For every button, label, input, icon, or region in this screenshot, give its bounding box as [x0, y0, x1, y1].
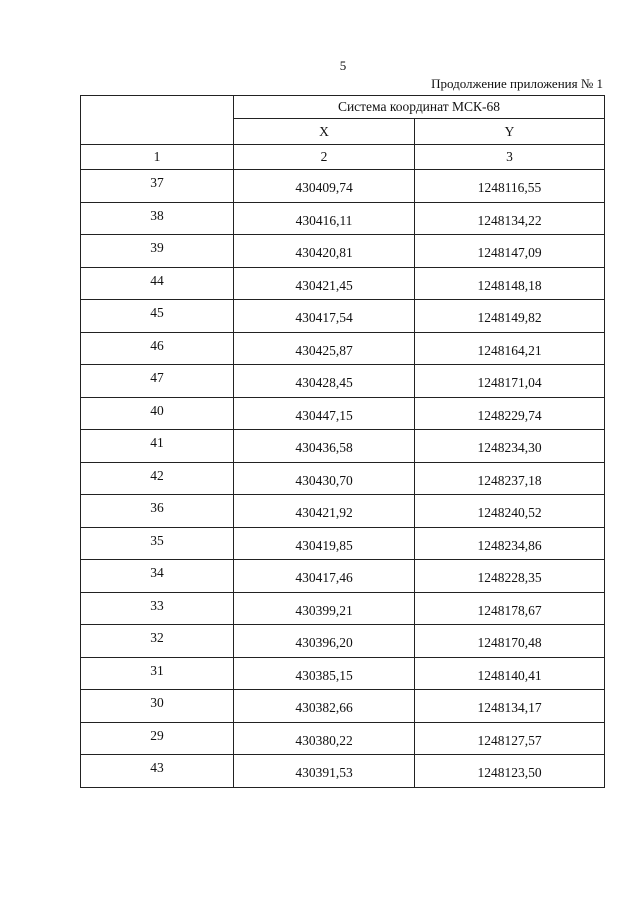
- x-coordinate-cell: 430416,11: [234, 202, 415, 235]
- y-coordinate-cell: 1248134,22: [415, 202, 605, 235]
- x-coordinate-cell: 430396,20: [234, 625, 415, 658]
- y-coordinate-cell: 1248240,52: [415, 495, 605, 528]
- x-coordinate-cell: 430420,81: [234, 235, 415, 268]
- table-row: [81, 722, 605, 755]
- x-column-header: X: [234, 119, 415, 145]
- y-coordinate-cell: 1248116,55: [415, 170, 605, 203]
- table-body: [81, 170, 605, 788]
- y-coordinate-cell: 1248228,35: [415, 560, 605, 593]
- x-coordinate-cell: 430385,15: [234, 657, 415, 690]
- table-row: [81, 332, 605, 365]
- point-number-cell: 41: [81, 430, 234, 463]
- table-row: [81, 300, 605, 333]
- table-row: [81, 235, 605, 268]
- point-number-cell: 31: [81, 657, 234, 690]
- point-number-cell: 33: [81, 592, 234, 625]
- table-row: [81, 365, 605, 398]
- empty-header-cell: [81, 96, 234, 145]
- y-coordinate-cell: 1248149,82: [415, 300, 605, 333]
- point-number-cell: 43: [81, 755, 234, 788]
- y-coordinate-cell: 1248234,30: [415, 430, 605, 463]
- column-index-3: 3: [415, 145, 605, 170]
- y-coordinate-cell: 1248237,18: [415, 462, 605, 495]
- y-coordinate-cell: 1248127,57: [415, 722, 605, 755]
- point-number-cell: 46: [81, 332, 234, 365]
- table-row: [81, 495, 605, 528]
- x-coordinate-cell: 430380,22: [234, 722, 415, 755]
- x-coordinate-cell: 430391,53: [234, 755, 415, 788]
- table-row: [81, 267, 605, 300]
- point-number-cell: 38: [81, 202, 234, 235]
- y-coordinate-cell: 1248147,09: [415, 235, 605, 268]
- point-number-cell: 39: [81, 235, 234, 268]
- point-number-cell: 44: [81, 267, 234, 300]
- point-number-cell: 35: [81, 527, 234, 560]
- table-row: [81, 755, 605, 788]
- x-coordinate-cell: 430399,21: [234, 592, 415, 625]
- table-row: [81, 560, 605, 593]
- y-coordinate-cell: 1248164,21: [415, 332, 605, 365]
- table-row: [81, 657, 605, 690]
- table-row: [81, 625, 605, 658]
- coordinate-system-header: Система координат МСК-68: [234, 96, 605, 119]
- page-number: 5: [339, 58, 347, 73]
- table-row: [81, 170, 605, 203]
- x-coordinate-cell: 430421,45: [234, 267, 415, 300]
- x-coordinate-cell: 430421,92: [234, 495, 415, 528]
- point-number-cell: 47: [81, 365, 234, 398]
- x-coordinate-cell: 430419,85: [234, 527, 415, 560]
- point-number-cell: 36: [81, 495, 234, 528]
- point-number-cell: 29: [81, 722, 234, 755]
- point-number-cell: 34: [81, 560, 234, 593]
- x-coordinate-cell: 430417,46: [234, 560, 415, 593]
- table-row: [81, 527, 605, 560]
- x-coordinate-cell: 430409,74: [234, 170, 415, 203]
- x-coordinate-cell: 430428,45: [234, 365, 415, 398]
- y-coordinate-cell: 1248229,74: [415, 397, 605, 430]
- y-coordinate-cell: 1248148,18: [415, 267, 605, 300]
- x-coordinate-cell: 430430,70: [234, 462, 415, 495]
- point-number-cell: 32: [81, 625, 234, 658]
- y-coordinate-cell: 1248178,67: [415, 592, 605, 625]
- x-coordinate-cell: 430425,87: [234, 332, 415, 365]
- point-number-cell: 42: [81, 462, 234, 495]
- point-number-cell: 37: [81, 170, 234, 203]
- y-column-header: Y: [415, 119, 605, 145]
- y-coordinate-cell: 1248171,04: [415, 365, 605, 398]
- y-coordinate-cell: 1248134,17: [415, 690, 605, 723]
- table-row: [81, 202, 605, 235]
- column-index-1: 1: [81, 145, 234, 170]
- appendix-continuation-note: Продолжение приложения № 1: [431, 76, 603, 91]
- x-coordinate-cell: 430447,15: [234, 397, 415, 430]
- x-coordinate-cell: 430436,58: [234, 430, 415, 463]
- y-coordinate-cell: 1248123,50: [415, 755, 605, 788]
- point-number-cell: 40: [81, 397, 234, 430]
- column-index-2: 2: [234, 145, 415, 170]
- table-row: [81, 430, 605, 463]
- point-number-cell: 45: [81, 300, 234, 333]
- x-coordinate-cell: 430417,54: [234, 300, 415, 333]
- y-coordinate-cell: 1248234,86: [415, 527, 605, 560]
- y-coordinate-cell: 1248140,41: [415, 657, 605, 690]
- table-row: [81, 690, 605, 723]
- y-coordinate-cell: 1248170,48: [415, 625, 605, 658]
- x-coordinate-cell: 430382,66: [234, 690, 415, 723]
- table-row: [81, 397, 605, 430]
- coordinates-table: [80, 95, 605, 788]
- table-row: [81, 592, 605, 625]
- point-number-cell: 30: [81, 690, 234, 723]
- table-row: [81, 462, 605, 495]
